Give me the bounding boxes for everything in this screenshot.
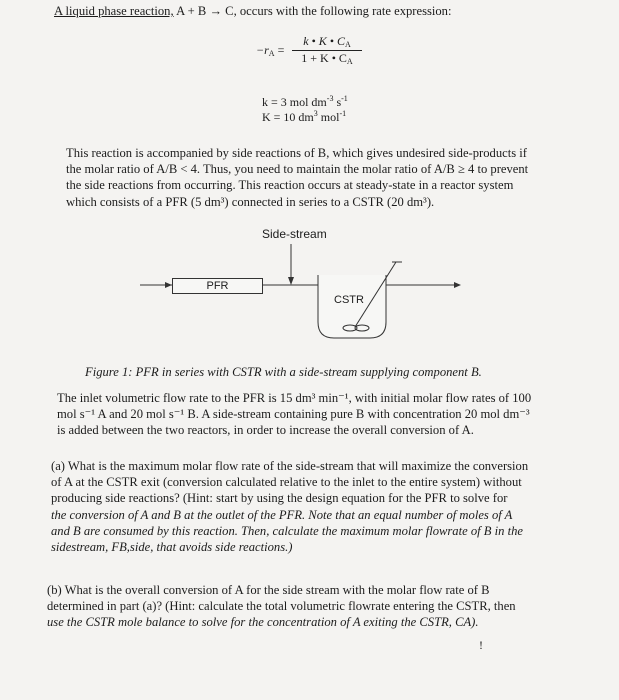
part-a-line: the conversion of A and B at the outlet of the PFR. Note that an equal number of moles of A (51, 507, 513, 522)
para1-line: the molar ratio of A/B < 4. Thus, you need to maintain the molar ratio of A/B ≥ 4 to prevent (66, 162, 529, 177)
outlet-arrow-icon (454, 282, 461, 288)
rate-lhs: $-r_A$ = (256, 43, 285, 58)
figure-caption: Figure 1: PFR in series with CSTR with a side-stream supplying component B. (85, 365, 482, 379)
part-a-line: (a) What is the maximum molar flow rate of the side-stream that will maximize the conversion (51, 459, 529, 473)
para2-line: is added between the two reactors, in order to increase the overall conversion of A. (57, 423, 474, 438)
para1-line: This reaction is accompanied by side reactions of B, which gives undesired side-products if (66, 146, 527, 160)
flow-rate-paragraph (57, 390, 531, 439)
question-part-b (47, 582, 516, 631)
intro-rest: A + B → C, occurs with the following rate expression: (176, 4, 452, 18)
cstr-label: CSTR (334, 294, 364, 306)
part-b-line: (b) What is the overall conversion of A for the side stream with the molar flow rate of B (47, 583, 490, 597)
question-part-a (51, 458, 528, 555)
para1-line: the side reactions from occurring. This reaction occurs at steady-state in a reactor system (66, 178, 514, 193)
pfr-box (172, 278, 263, 294)
para2-line: mol s⁻¹ A and 20 mol s⁻¹ B. A side-stream containing pure B with concentration 20 mol dm⁻³ (57, 407, 530, 422)
intro-underlined: A liquid phase reaction, (54, 4, 174, 18)
K-constant: K = 10 $dm^3$ mol$^{-1}$ (262, 109, 347, 124)
rate-denominator: 1 + K • $C_A$ (301, 51, 353, 66)
cstr-vessel (318, 275, 386, 338)
side-stream-label: Side-stream (262, 227, 327, 241)
side-stream-arrow-icon (288, 277, 294, 285)
part-a-line: sidestream, FB,side, that avoids side reactions.) (51, 540, 293, 555)
part-a-line: producing side reactions? (Hint: start by using the design equation for the PFR to solve for (51, 491, 508, 506)
part-a-line: of A at the CSTR exit (conversion calculated relative to the inlet to the entire system) without (51, 475, 522, 490)
para2-line: The inlet volumetric flow rate to the PFR is 15 dm³ min⁻¹, with initial molar flow rates of 100 (57, 391, 532, 405)
part-b-line: determined in part (a)? (Hint: calculate the total volumetric flowrate entering the CSTR, then (47, 599, 516, 614)
rate-numerator: k • K • $C_A$ (303, 34, 351, 49)
para1-line: which consists of a PFR (5 dm³) connected in series to a CSTR (20 dm³). (66, 194, 435, 209)
inlet-arrow-icon (165, 282, 172, 288)
part-a-line: and B are consumed by this reaction. Then, calculate the maximum molar flowrate of B in the (51, 523, 523, 538)
part-b-line: use the CSTR mole balance to solve for the concentration of A exiting the CSTR, CA). (47, 615, 479, 630)
k-constant: k = 3 mol $dm^{-3}$ $s^{-1}$ (262, 94, 348, 109)
stray-mark: ! (479, 638, 483, 652)
pfr-label: PFR (206, 280, 229, 292)
